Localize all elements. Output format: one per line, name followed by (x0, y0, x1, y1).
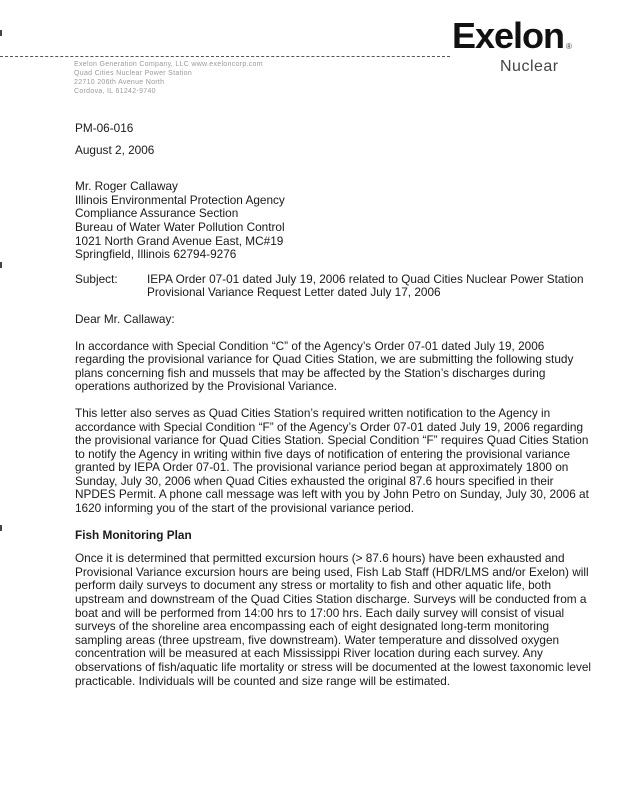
recipient-line: 1021 North Grand Avenue East, MC#19 (75, 233, 284, 248)
recipient-line: Compliance Assurance Section (75, 206, 239, 221)
salutation: Dear Mr. Callaway: (75, 311, 175, 326)
recipient-block (75, 180, 595, 262)
recipient-line: Springfield, Illinois 62794-9276 (75, 247, 237, 262)
address-line: Quad Cities Nuclear Power Station (74, 70, 193, 77)
reference-number: PM-06-016 (75, 121, 134, 135)
section-heading: Fish Monitoring Plan (75, 527, 192, 542)
address-line: Exelon Generation Company, LLC www.exeloncorp.com (74, 61, 263, 68)
logo-wordmark: Exelon (452, 15, 565, 56)
registered-mark: ® (566, 42, 572, 51)
address-line: Cordova, IL 61242-9740 (74, 88, 156, 95)
letterhead-rule (0, 56, 450, 57)
paragraph: This letter also serves as Quad Cities Station’s required written notification to the Agency in accordance with Special Condition “F” of the Agency’s Order 07-01 dated July 19, 2006 regarding the provisional variance for Quad Cities Station. Special Condition “F” requires Quad Cities Station to notify the Agency in writing within five days of notification of entering the provisional variance granted by IEPA Order 07-01. The provisional variance period began at approximately 1800 on Sunday, July 30, 2006 when Quad Cities exhausted the original 87.6 hours specified in their NPDES Permit. A phone call message was left with you by John Petro on Sunday, July 30, 2006 at 1620 informing you of the start of the provisional variance period. (75, 405, 589, 516)
letterhead-address (74, 60, 334, 96)
letter-body (75, 122, 595, 688)
paragraph: In accordance with Special Condition “C” of the Agency’s Order 07-01 dated July 19, 2006 regarding the provisional variance for Quad Cities Station, we are submitting the following study plans concerning fish and mussels that may be affected by the Station’s discharges during operations authorized by the Provisional Variance. (75, 338, 574, 394)
subject-line (75, 273, 595, 300)
letter-date: August 2, 2006 (75, 142, 155, 157)
scan-edge-marks (0, 0, 4, 800)
section-paragraph: Once it is determined that permitted excursion hours (> 87.6 hours) have been exhausted and Provisional Variance excursion hours are being used, Fish Lab Staff (HDR/LMS and/or Exelon) will perform daily surveys to document any stress or mortality to fish and other aquatic life, both upstream and downstream of the Quad Cities Station discharge. Surveys will be conducted from a boat and will be performed from 14:00 hrs to 17:00 hrs. Each daily survey will consist of visual surveys of the shoreline area encompassing each of eight designated long-term monitoring sampling areas (three upstream, five downstream). Water temperature and dissolved oxygen concentration will be measured at each Mississippi River location during each survey. Any observations of fish/aquatic life mortality or stress will be documented at the lowest taxonomic level practicable. Individuals will be counted and size range will be estimated. (75, 551, 592, 688)
subject-label: Subject: (75, 271, 118, 286)
address-line: 22710 206th Avenue North (74, 79, 165, 86)
recipient-line: Bureau of Water Water Pollution Control (75, 219, 285, 234)
logo-division: Nuclear (500, 58, 559, 75)
recipient-line: Mr. Roger Callaway (75, 179, 178, 194)
company-logo (452, 14, 602, 84)
subject-text: IEPA Order 07-01 dated July 19, 2006 related to Quad Cities Nuclear Power Station Provisional Variance Request Letter dated July 17, 2006 (147, 271, 584, 300)
recipient-line: Illinois Environmental Protection Agency (75, 192, 285, 207)
